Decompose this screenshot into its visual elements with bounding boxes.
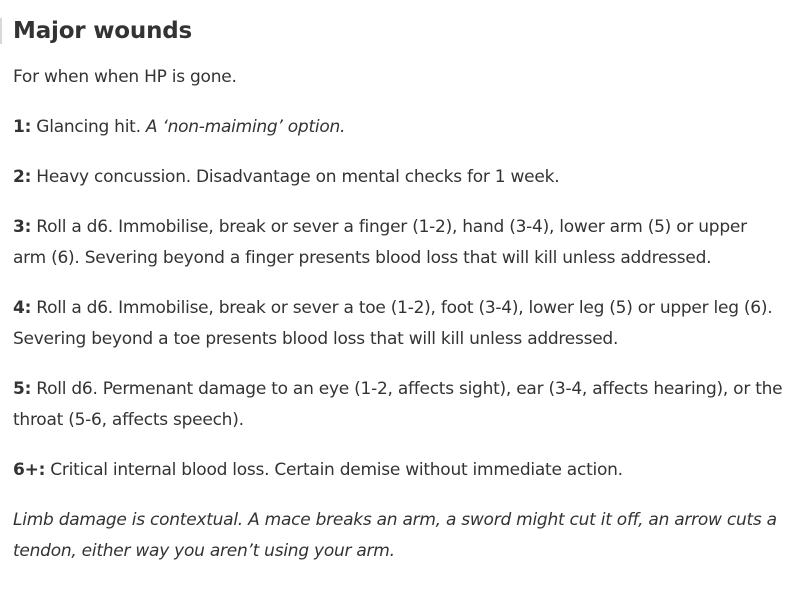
entry-number: 4: <box>13 298 32 318</box>
wound-entry-4 <box>13 293 783 355</box>
entry-italic-text: A ‘non-maiming’ option. <box>145 117 346 137</box>
entry-text: Critical internal blood loss. Certain demise without immediate action. <box>45 460 623 480</box>
entry-number: 3: <box>13 217 32 237</box>
closing-note: Limb damage is contextual. A mace breaks an arm, a sword might cut it off, an arrow cuts a tendon, either way you aren’t using your arm. <box>13 510 777 561</box>
wound-entry-2 <box>13 162 783 193</box>
wound-entry-3 <box>13 212 783 274</box>
left-border-line <box>0 18 2 44</box>
entry-text: Roll d6. Permenant damage to an eye (1-2, affects sight), ear (3-4, affects hearing), or the throat (5-6, affects speech). <box>13 379 783 430</box>
entry-number: 2: <box>13 167 32 187</box>
entry-text: Roll a d6. Immobilise, break or sever a finger (1-2), hand (3-4), lower arm (5) or upper arm (6). Severing beyond a finger presents blood loss that will kill unless addressed. <box>13 217 747 268</box>
intro-text: For when when HP is gone. <box>13 67 237 87</box>
wound-entry-6 <box>13 455 783 486</box>
entry-number: 1: <box>13 117 32 137</box>
entry-text: Heavy concussion. Disadvantage on mental checks for 1 week. <box>31 167 560 187</box>
wound-entry-1 <box>13 112 783 143</box>
wound-entry-5 <box>13 374 783 436</box>
entry-number: 6+: <box>13 460 46 480</box>
article-content <box>13 0 783 567</box>
section-heading: Major wounds <box>13 18 192 44</box>
entry-text: Glancing hit. <box>31 117 146 137</box>
entry-text: Roll a d6. Immobilise, break or sever a toe (1-2), foot (3-4), lower leg (5) or upper leg (6). Severing beyond a toe presents blood loss that will kill unless addressed. <box>13 298 773 349</box>
entry-number: 5: <box>13 379 32 399</box>
